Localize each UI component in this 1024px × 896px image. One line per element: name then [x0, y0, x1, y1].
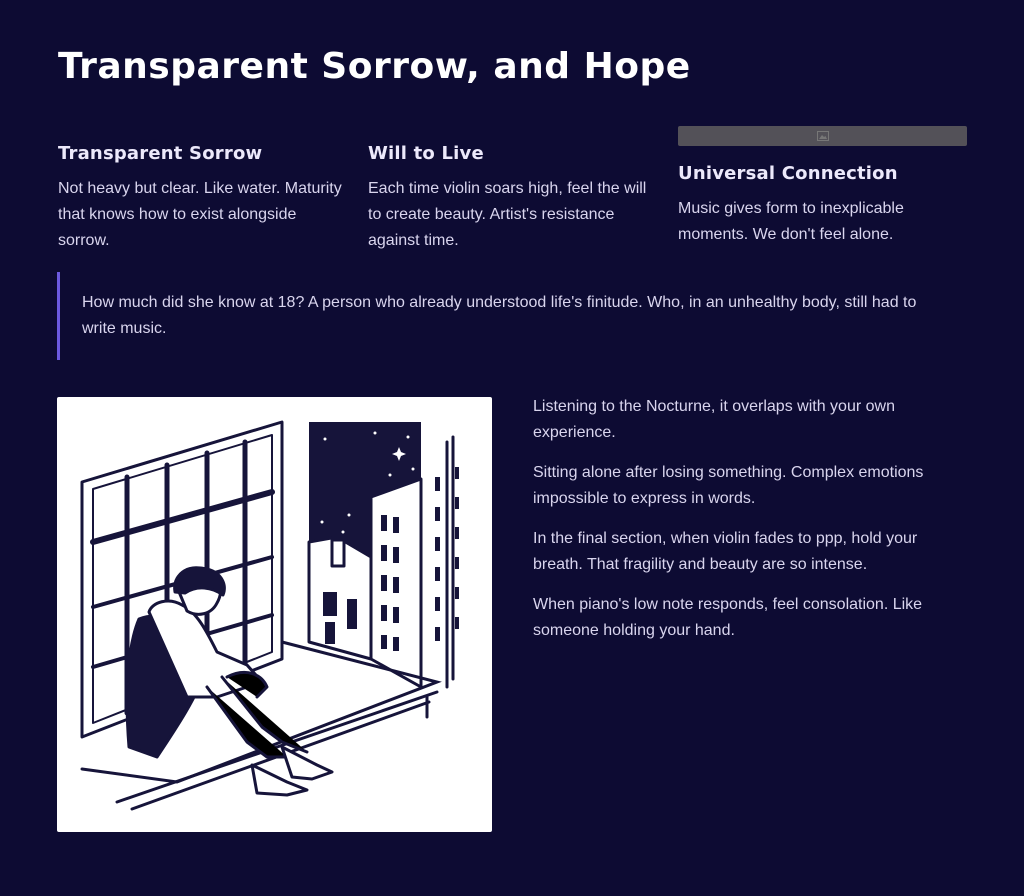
column-text: Not heavy but clear. Like water. Maturity that knows how to exist alongside sorrow. [58, 180, 342, 249]
column-heading: Will to Live [368, 143, 484, 164]
column-transparent-sorrow [58, 143, 350, 254]
column-text: Music gives form to inexplicable moments. We don't feel alone. [678, 200, 904, 243]
column-heading: Universal Connection [678, 163, 898, 184]
paragraph: Listening to the Nocturne, it overlaps with your own experience. [533, 398, 895, 441]
illustration-svg [57, 397, 492, 832]
blockquote [57, 272, 947, 360]
broken-image [678, 126, 967, 146]
illustration-person-at-window [57, 397, 492, 832]
paragraph: Sitting alone after losing something. Complex emotions impossible to express in words. [533, 464, 924, 507]
paragraph: In the final section, when violin fades to ppp, hold your breath. That fragility and beauty are so intense. [533, 530, 918, 573]
column-heading: Transparent Sorrow [58, 143, 263, 164]
column-text: Each time violin soars high, feel the will to create beauty. Artist's resistance against time. [368, 180, 647, 249]
image-icon [817, 131, 829, 141]
quote-text: How much did she know at 18? A person who already understood life's finitude. Who, in an unhealthy body, still had to write music. [82, 294, 917, 337]
page-title: Transparent Sorrow, and Hope [58, 46, 691, 87]
column-will-to-live [368, 143, 660, 254]
column-universal-connection [678, 163, 970, 248]
paragraph: When piano's low note responds, feel consolation. Like someone holding your hand. [533, 596, 923, 639]
reflection-text [533, 394, 953, 658]
